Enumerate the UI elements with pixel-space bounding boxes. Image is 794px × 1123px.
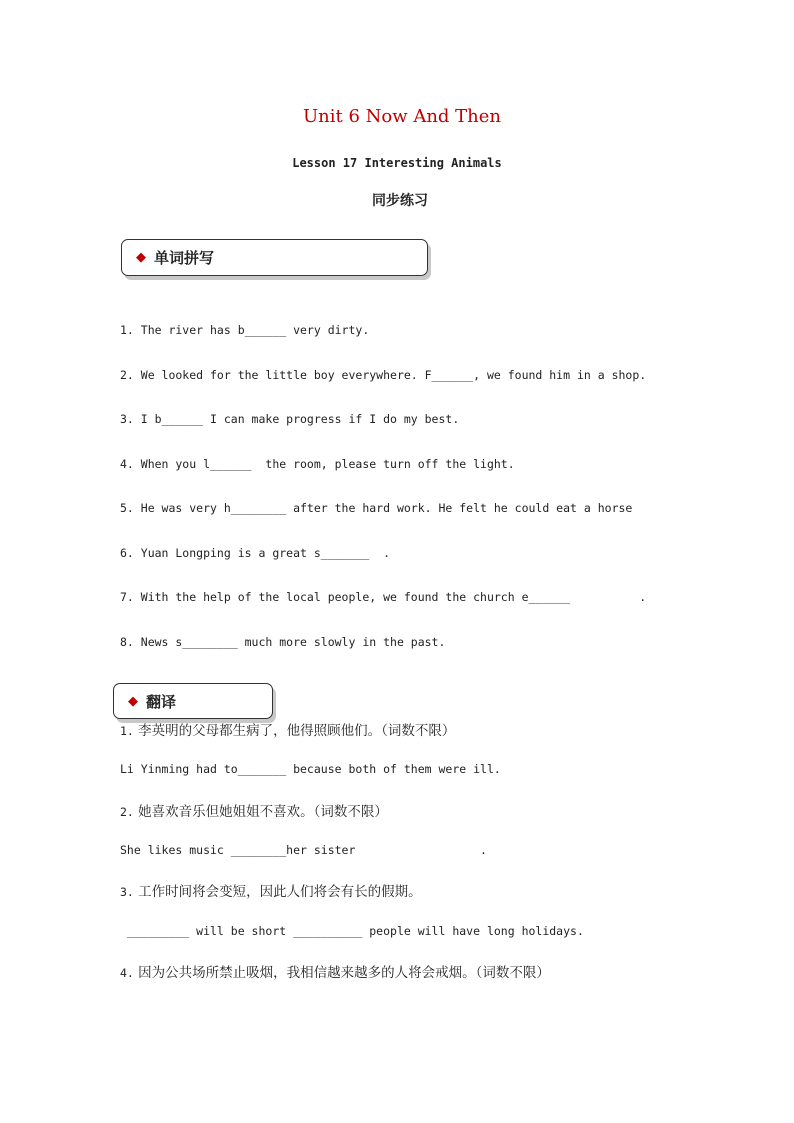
section-heading-label: 单词拼写 [154, 249, 215, 267]
translation-prompt: 2. 她喜欢音乐但她姐姐不喜欢。（词数不限） [120, 804, 388, 820]
exercise-item: 2. We looked for the little boy everywhere. F______, we found him in a shop. [120, 368, 647, 382]
translation-answer: She likes music ________her sister . [120, 843, 487, 857]
translation-prompt: 1. 李英明的父母都生病了，他得照顾他们。（词数不限） [120, 723, 456, 739]
section-heading-translation [113, 683, 273, 719]
exercise-item: 6. Yuan Longping is a great s_______ . [120, 546, 391, 560]
exercise-item: 4. When you l______ the room, please turn off the light. [120, 457, 515, 471]
translation-answer: Li Yinming had to_______ because both of them were ill. [120, 762, 501, 776]
translation-answer: _________ will be short __________ people will have long holidays. [120, 924, 584, 938]
page-subtitle: 同步练习 [372, 193, 428, 209]
diamond-icon: ◆ [136, 250, 146, 265]
exercise-item: 1. The river has b______ very dirty. [120, 323, 370, 337]
exercise-item: 7. With the help of the local people, we found the church e______ . [120, 590, 647, 604]
page-title: Unit 6 Now And Then [302, 106, 502, 127]
exercise-item: 8. News s________ much more slowly in the past. [120, 635, 446, 649]
lesson-title: Lesson 17 Interesting Animals [292, 156, 502, 170]
diamond-icon: ◆ [128, 693, 138, 709]
section-heading-spelling [121, 239, 428, 276]
translation-prompt: 3. 工作时间将会变短，因此人们将会有长的假期。 [120, 884, 422, 900]
exercise-item: 5. He was very h________ after the hard work. He felt he could eat a horse [120, 501, 633, 515]
translation-prompt: 4. 因为公共场所禁止吸烟，我相信越来越多的人将会戒烟。（词数不限） [120, 965, 550, 981]
section-heading-label: 翻译 [146, 692, 177, 711]
exercise-item: 3. I b______ I can make progress if I do my best. [120, 412, 460, 426]
